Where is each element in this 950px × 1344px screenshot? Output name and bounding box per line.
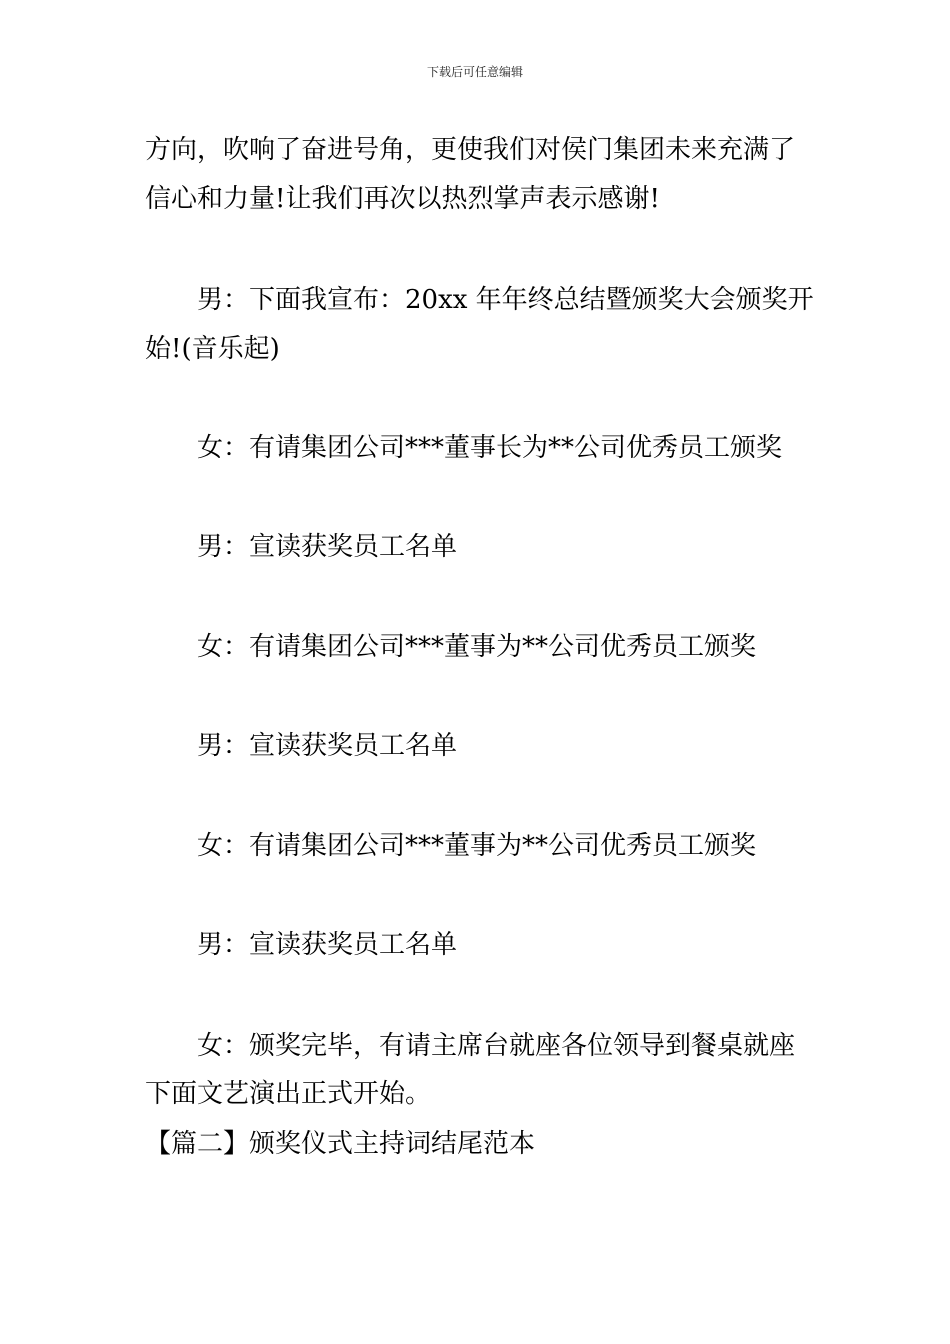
- paragraph-line: 始!(音乐起): [145, 334, 280, 364]
- paragraph-line: 方向，吹响了奋进号角，更使我们对侯门集团未来充满了: [145, 135, 796, 165]
- paragraph: 女：有请集团公司***董事为**公司优秀员工颁奖: [197, 632, 757, 662]
- paragraph-line: 男：下面我宣布：20xx 年年终总结暨颁奖大会颁奖开: [197, 285, 814, 315]
- section-title: 【篇二】颁奖仪式主持词结尾范本: [145, 1129, 536, 1159]
- paragraph-line: 信心和力量!让我们再次以热烈掌声表示感谢!: [145, 184, 660, 214]
- paragraph: 男：宣读获奖员工名单: [197, 930, 458, 960]
- paragraph: 女：有请集团公司***董事为**公司优秀员工颁奖: [197, 831, 757, 861]
- page-header-note: 下载后可任意编辑: [426, 65, 523, 79]
- paragraph: 男：宣读获奖员工名单: [197, 731, 458, 761]
- paragraph: 男：宣读获奖员工名单: [197, 532, 458, 562]
- paragraph: 女：有请集团公司***董事长为**公司优秀员工颁奖: [197, 433, 783, 463]
- paragraph-line: 下面文艺演出正式开始。: [145, 1079, 432, 1109]
- paragraph-line: 女：颁奖完毕，有请主席台就座各位领导到餐桌就座: [197, 1031, 796, 1061]
